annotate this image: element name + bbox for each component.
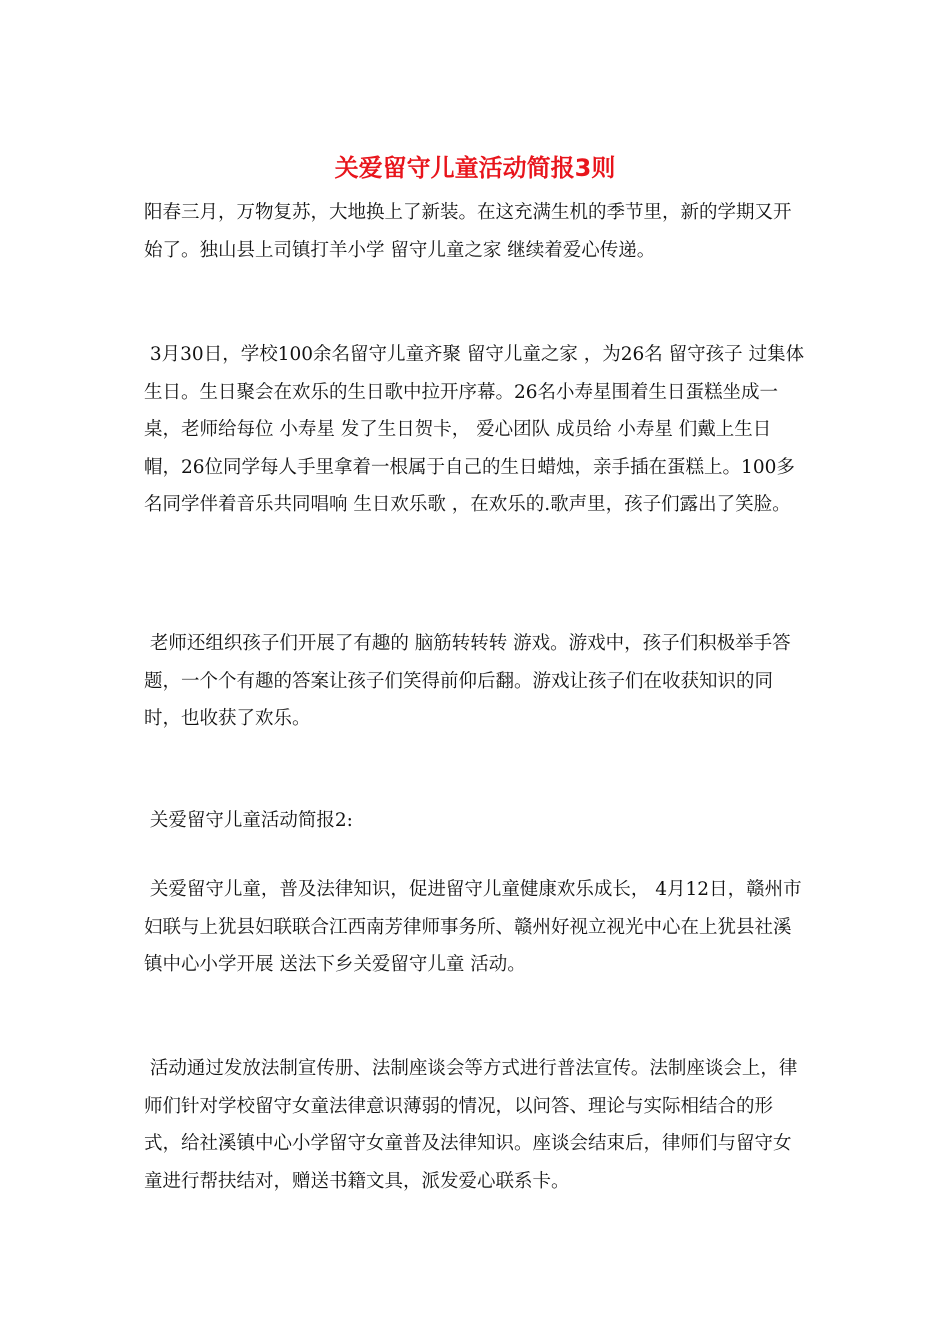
paragraph-game: 老师还组织孩子们开展了有趣的 脑筋转转转 游戏。游戏中，孩子们积极举手答题，一个个有趣的答案让孩子们笑得前仰后翻。游戏让孩子们在收获知识的同时，也收获了欢乐。 (144, 633, 791, 729)
paragraph-intro: 阳春三月，万物复苏，大地换上了新装。在这充满生机的季节里，新的学期又开始了。独山县上司镇打羊小学 留守儿童之家 继续着爱心传递。 (144, 202, 792, 261)
paragraph-law-event: 关爱留守儿童，普及法律知识，促进留守儿童健康欢乐成长， 4月12日，赣州市妇联与上犹县妇联联合江西南芳律师事务所、赣州好视立视光中心在上犹县社溪镇中心小学开展 送法下乡关爱留守儿童 活动。 (144, 879, 802, 975)
document-title: 关爱留守儿童活动简报3则 (334, 154, 616, 182)
section-heading-report-2: 关爱留守儿童活动简报2: (144, 810, 353, 831)
paragraph-law-seminar: 活动通过发放法制宣传册、法制座谈会等方式进行普法宣传。法制座谈会上，律师们针对学校留守女童法律意识薄弱的情况，以问答、理论与实际相结合的形式，给社溪镇中心小学留守女童普及法律知识。座谈会结束后，律师们与留守女童进行帮扶结对，赠送书籍文具，派发爱心联系卡。 (144, 1058, 798, 1192)
paragraph-birthday-party: 3月30日，学校100余名留守儿童齐聚 留守儿童之家 ，为26名 留守孩子 过集体生日。生日聚会在欢乐的生日歌中拉开序幕。26名小寿星围着生日蛋糕坐成一桌，老师给每位 小寿星 发了生日贺卡， 爱心团队 成员给 小寿星 们戴上生日帽，26位同学每人手里拿着一根属于自己的生日蜡烛，亲手插在蛋糕上。100多名同学伴着音乐共同唱响 生日欢乐歌 ，在欢乐的.歌声里，孩子们露出了笑脸。 (144, 344, 805, 515)
